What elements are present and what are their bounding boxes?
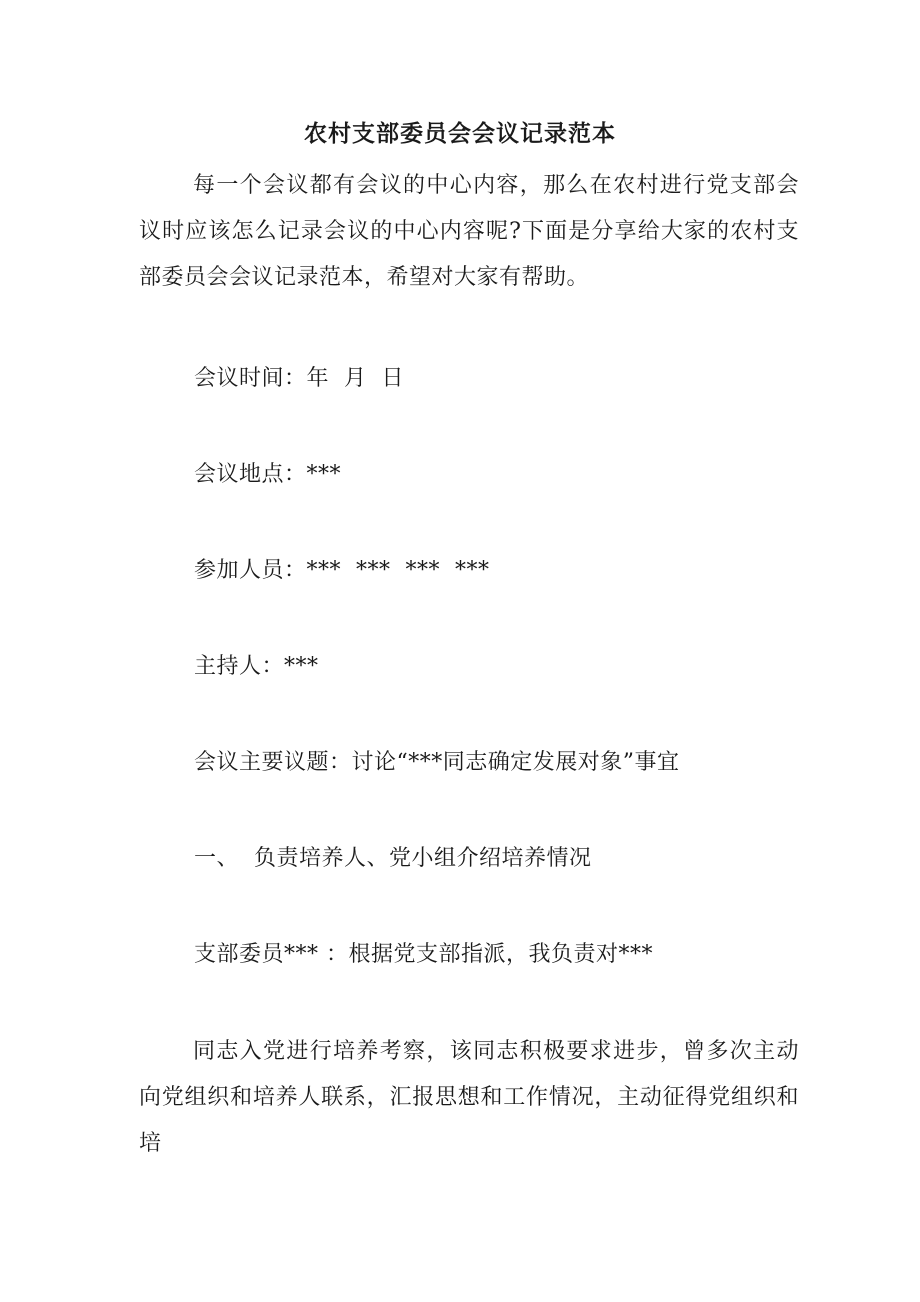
committee-member-line: 支部委员*** ：根据党支部指派，我负责对*** xyxy=(194,942,653,967)
body-paragraph: 同志入党进行培养考察，该同志积极要求进步，曾多次主动向党组织和培养人联系，汇报思想和工作情况，主动征得党组织和培 xyxy=(139,1039,799,1156)
document-title: 农村支部委员会会议记录范本 xyxy=(304,120,616,147)
section-one-heading: 一、 负责培养人、党小组介绍培养情况 xyxy=(194,846,592,871)
meeting-place-line: 会议地点：*** xyxy=(194,462,342,487)
host-line: 主持人：*** xyxy=(194,654,319,679)
intro-paragraph: 每一个会议都有会议的中心内容，那么在农村进行党支部会议时应该怎么记录会议的中心内容呢?下面是分享给大家的农村支部委员会会议记录范本，希望对大家有帮助。 xyxy=(139,173,799,290)
main-topic-line: 会议主要议题：讨论“***同志确定发展对象”事宜 xyxy=(194,750,680,775)
attendees-line: 参加人员：*** *** *** *** xyxy=(194,558,490,583)
meeting-time-line: 会议时间：年 月 日 xyxy=(194,366,404,391)
